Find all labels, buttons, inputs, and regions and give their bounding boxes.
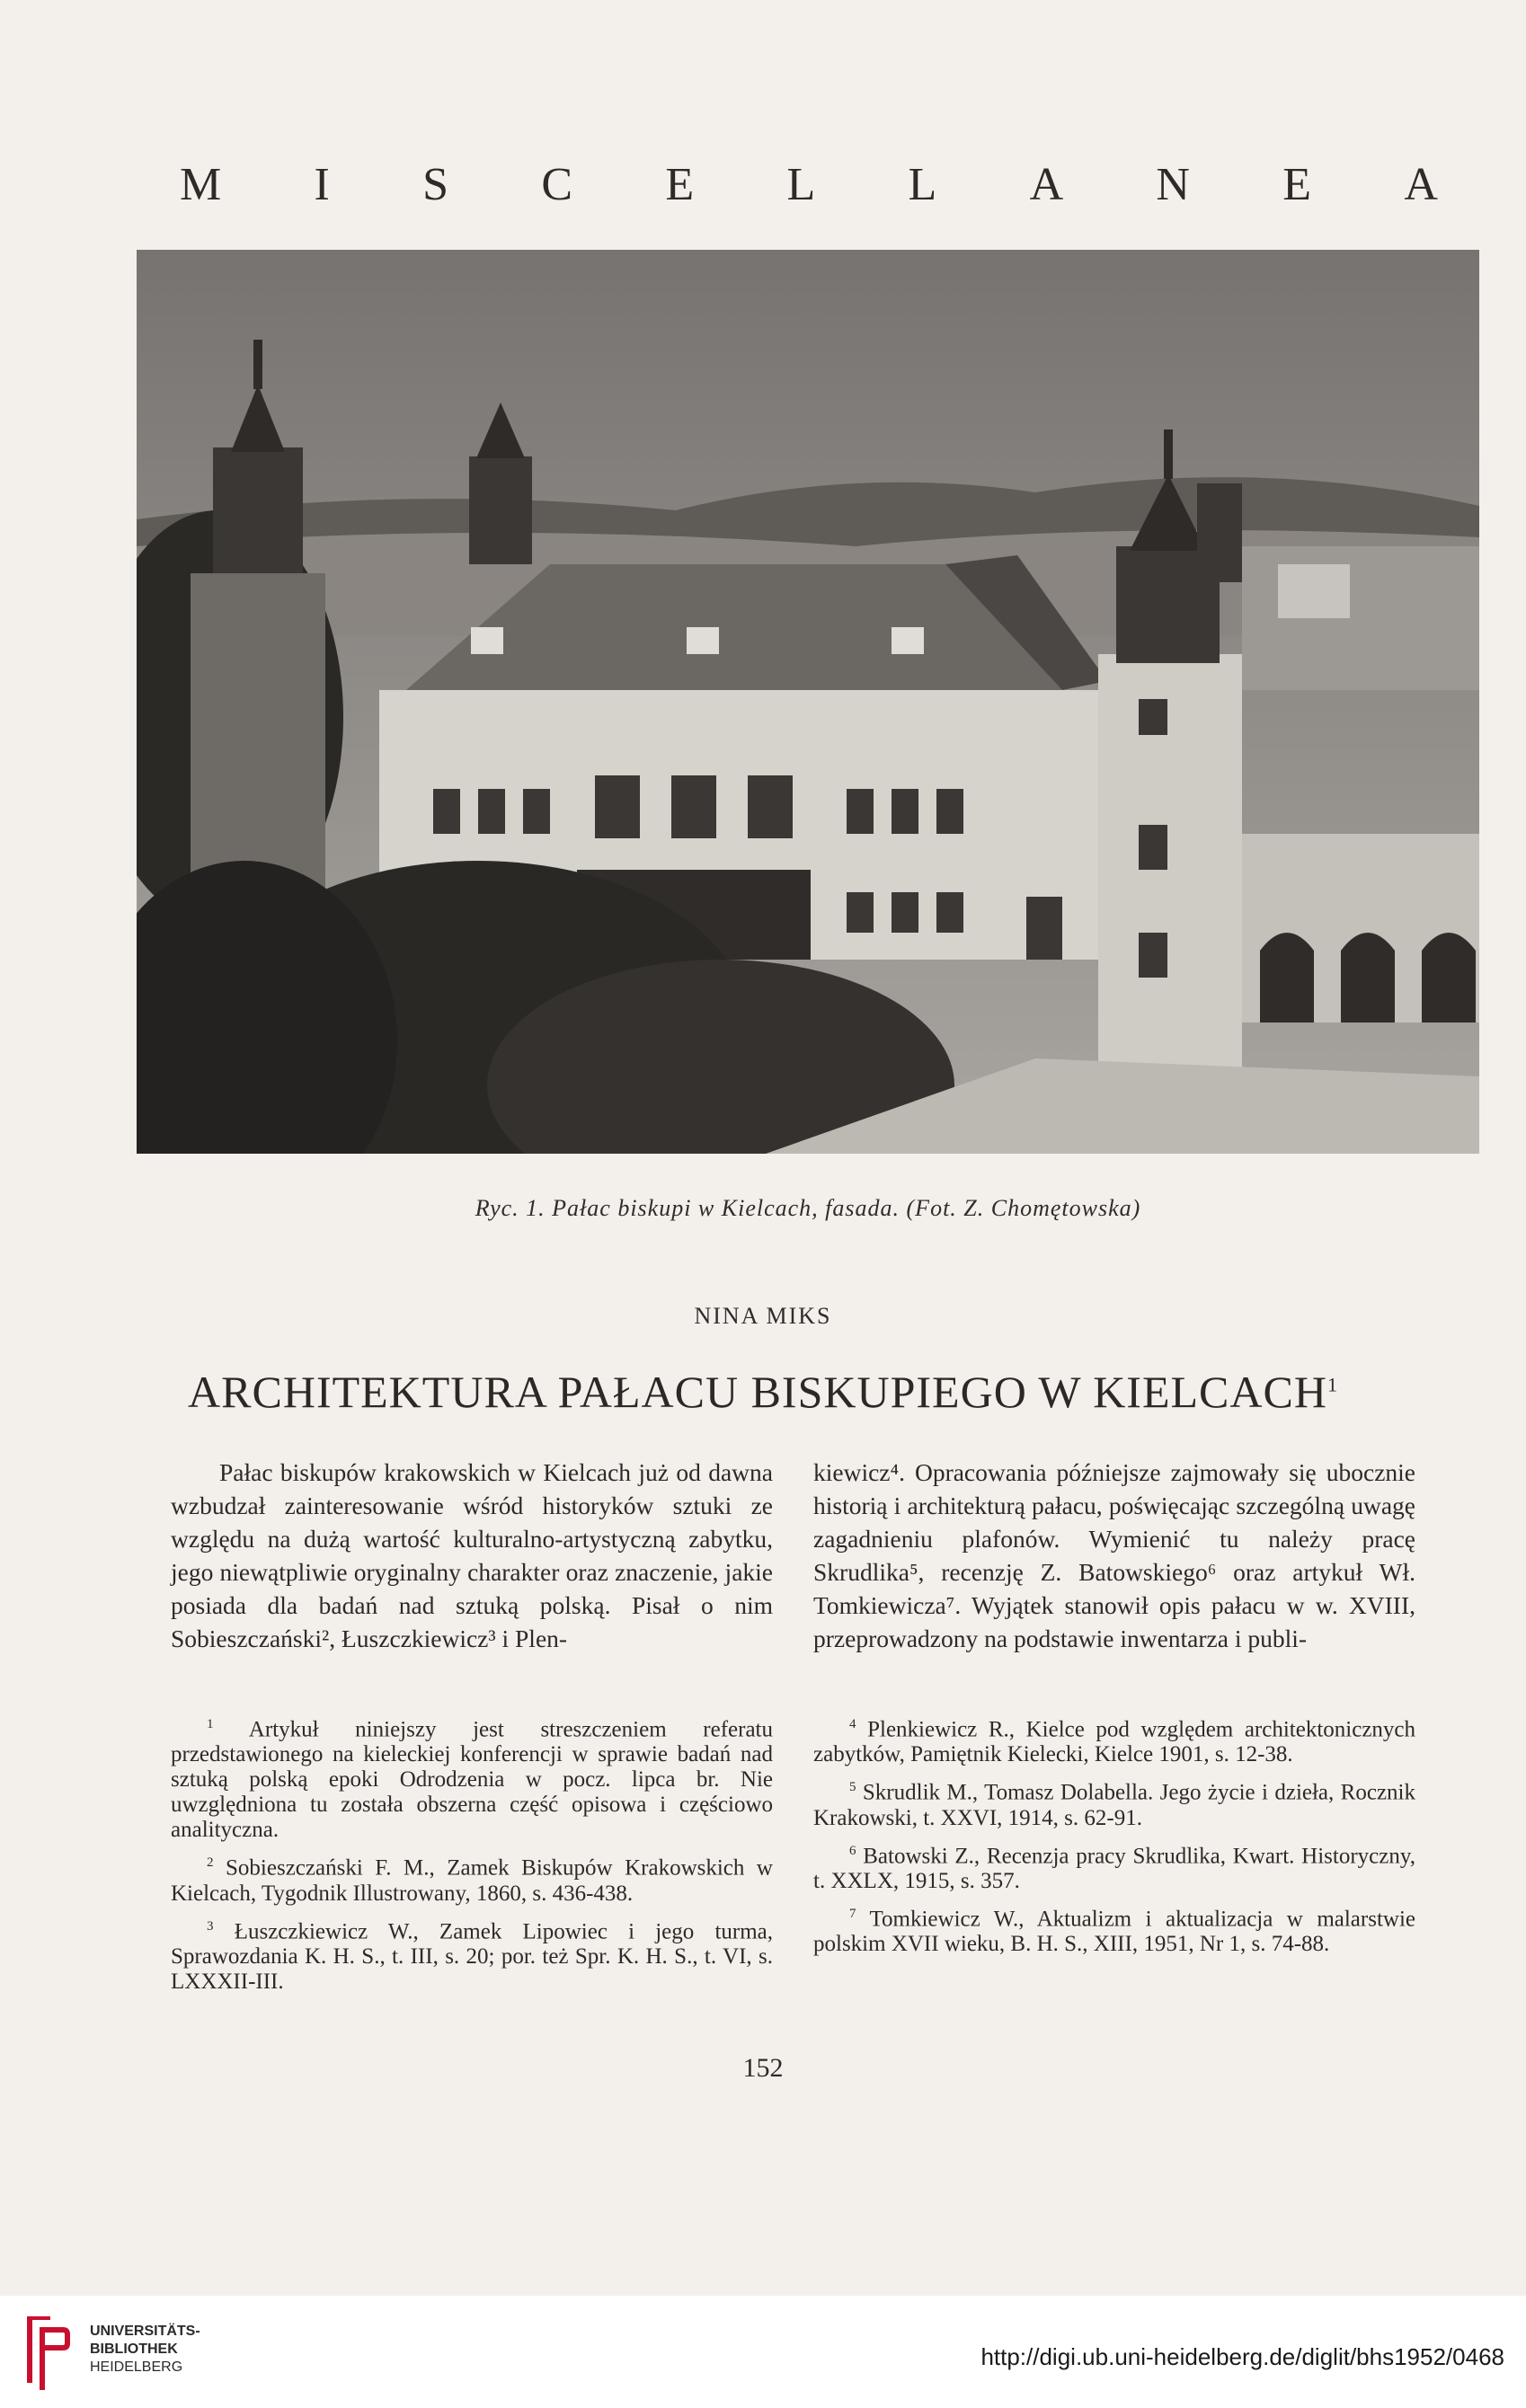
title-footnote-ref: 1 [1326,1373,1338,1396]
source-url-link[interactable]: http://digi.ub.uni-heidelberg.de/diglit/bhs1952/0468 [980,2343,1504,2370]
article-title-text: ARCHITEKTURA PAŁACU BISKUPIEGO W KIELCACH [188,1367,1327,1417]
footnote-number: 5 [849,1780,856,1795]
library-name-line: BIBLIOTHEK [90,2342,178,2357]
footnote [813,1775,1415,1830]
footnote-number: 6 [849,1843,856,1858]
section-heading [180,153,1438,216]
footnote-text: Sobieszczański F. M., Zamek Biskupów Krakowskich w Kielcach, Tygodnik Illustrowany, 1860, s. 436-438. [171,1855,773,1906]
photo-palace-icon [137,250,1479,1154]
palace-photo [137,250,1479,1154]
heading-letter: N [1156,158,1190,210]
footnote [813,1712,1415,1767]
photo-caption: Ryc. 1. Pałac biskupi w Kielcach, fasada. (Fot. Z. Chomętowska) [475,1195,1141,1221]
heading-letter: M [180,158,222,210]
heading-letter: A [1029,158,1064,210]
heading-letter: L [786,158,816,210]
body-column-left [171,1456,773,1655]
footnote-number: 2 [207,1855,214,1871]
library-name-line: UNIVERSITÄTS- [90,2324,200,2339]
article-title [0,1366,1526,1418]
footnote-number: 7 [849,1906,856,1921]
heading-letter: A [1404,158,1438,210]
footnote [171,1850,773,1906]
footnote-text: Skrudlik M., Tomasz Dolabella. Jego życie i dzieła, Rocznik Krakowski, t. XXVI, 1914, s. 62-91. [813,1780,1415,1830]
heading-letter: E [1282,158,1312,210]
footnote-text: Plenkiewicz R., Kielce pod względem architektonicznych zabytków, Pamiętnik Kielecki, Kielce 1901, s. 12-38. [813,1717,1416,1767]
footnote [813,1901,1415,1957]
footnote-text: Batowski Z., Recenzja pracy Skrudlika, Kwart. Historyczny, t. XXLX, 1915, s. 357. [813,1843,1415,1893]
body-paragraph: kiewicz⁴. Opracowania późniejsze zajmowały się ubocznie historią i architekturą pałacu, poświęcając szczególną uwagę zagadnieniu plafonów. Wymienić tu należy pracę Skrudlika⁵, recenzję Z. Batowskiego⁶ oraz artykuł Wł. Tomkiewicza⁷. Wyjątek stanowił opis pałacu w w. XVIII, przeprowadzony na podstawie inwentarza i publi- [813,1458,1415,1652]
article-author: NINA MIKS [694,1303,832,1329]
ub-heidelberg-logo-icon [20,2307,74,2392]
body-paragraph: Pałac biskupów krakowskich w Kielcach już od dawna wzbudzał zainteresowanie wśród historyków sztuki ze względu na dużą wartość kulturalno-artystyczną zabytku, jego niewątpliwie oryginalny charakter oraz znaczenie, jakie posiada dla badań nad sztuką polską. Pisał o nim Sobieszczański², Łuszczkiewicz³ i Plen- [171,1458,773,1652]
footnote-number: 1 [207,1717,214,1731]
footnotes-left [171,1712,773,2002]
library-name-line: HEIDELBERG [90,2359,183,2375]
footnote [813,1838,1415,1894]
footnote-number: 3 [207,1918,214,1934]
heading-letter: E [665,158,695,210]
footnote [171,1914,773,1995]
footnote [171,1712,773,1843]
footnote-text: Artykuł niniejszy jest streszczeniem referatu przedstawionego na kieleckiej konferencji w sprawie badań nad sztuką polską epoki Odrodzenia w pocz. lipca br. Nie uwzględniona tu została obszerna część opisowa i częściowo analityczna. [171,1717,773,1843]
footnote-text: Łuszczkiewicz W., Zamek Lipowiec i jego turma, Sprawozdania K. H. S., t. III, s. 20; por. też Spr. K. H. S., t. VI, s. LXXXII-III. [171,1918,774,1994]
heading-letter: I [314,158,330,210]
page-number: 152 [742,2053,784,2083]
heading-letter: C [541,158,573,210]
heading-letter: S [422,158,449,210]
library-name [90,2323,200,2377]
footnotes-right [813,1712,1415,1964]
body-column-right [813,1456,1415,1655]
footnote-number: 4 [849,1717,856,1731]
footnote-text: Tomkiewicz W., Aktualizm i aktualizacja w malarstwie polskim XVII wieku, B. H. S., XIII, 1951, Nr 1, s. 74-88. [813,1907,1415,1957]
heading-letter: L [908,158,937,210]
